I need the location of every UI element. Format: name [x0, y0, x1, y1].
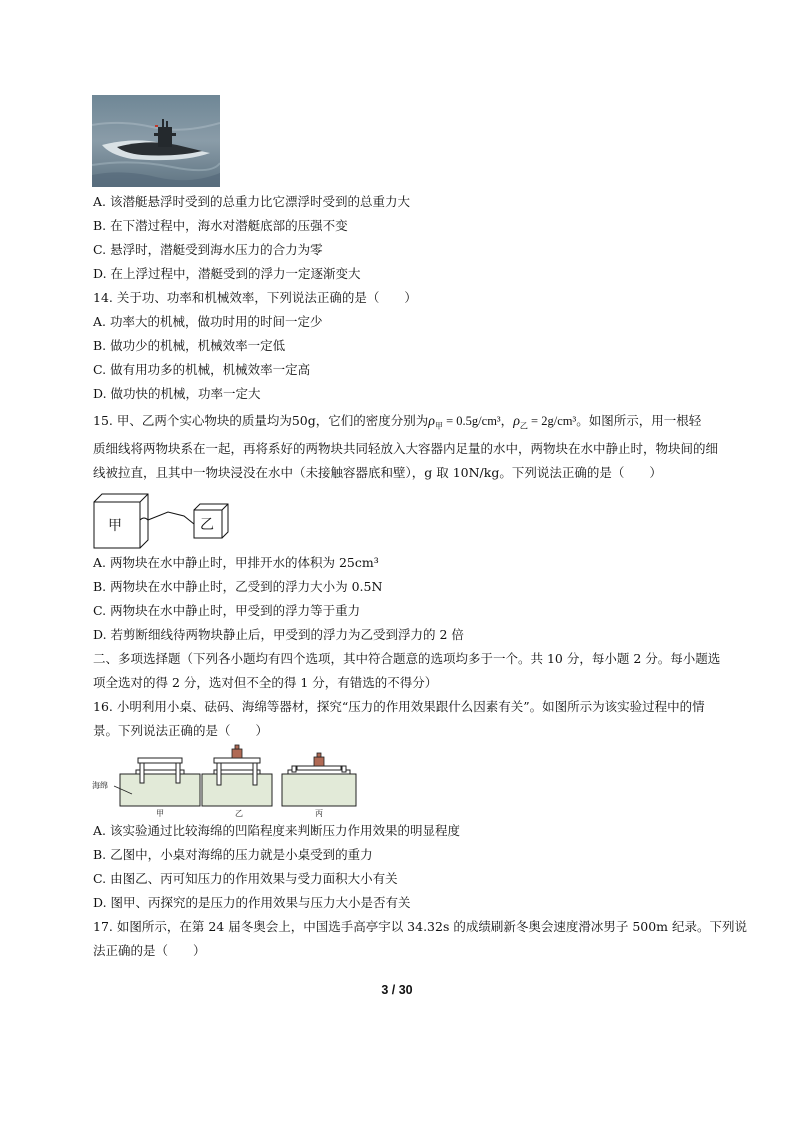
rho-jia-subscript: 甲 — [435, 421, 443, 431]
sponge-label: 海绵 — [92, 781, 108, 790]
rho-yi-symbol: ρ — [513, 414, 520, 429]
q15-option-c: C. 两物块在水中静止时，甲受到的浮力等于重力 — [93, 603, 361, 618]
q14-option-a: A. 功率大的机械，做功时用的时间一定少 — [93, 314, 323, 329]
q14-option-b: B. 做功少的机械，机械效率一定低 — [93, 338, 286, 353]
q15-figure-label-jia: 甲 — [108, 518, 122, 534]
q16-figure — [92, 744, 362, 820]
q15-option-a: A. 两物块在水中静止时，甲排开水的体积为 25cm³ — [93, 555, 379, 570]
weight-bing — [314, 757, 324, 766]
q16-stem-line2: 景。下列说法正确的是（ ） — [93, 723, 269, 738]
q13-option-d: D. 在上浮过程中，潜艇受到的浮力一定逐渐变大 — [93, 266, 361, 281]
sponge-setup-bing — [282, 753, 356, 806]
q13-option-a: A. 该潜艇悬浮时受到的总重力比它漂浮时受到的总重力大 — [93, 194, 410, 209]
q15-stem-line1 — [93, 413, 701, 435]
q14-option-c: C. 做有用功多的机械，机械效率一定高 — [93, 362, 311, 377]
rho-yi-value: = 2g/cm³ — [527, 414, 577, 428]
rho-jia-value: = 0.5g/cm³ — [443, 414, 501, 428]
q15-stem-post: 。如图所示，用一根轻 — [576, 413, 702, 428]
q16-figure-label-yi: 乙 — [235, 809, 243, 818]
q15-option-b: B. 两物块在水中静止时，乙受到的浮力大小为 0.5N — [93, 579, 383, 594]
q15-stem-line3: 线被拉直，且其中一物块浸没在水中（未接触容器底和壁），g 取 10N/kg。下列说法正确的是（ ） — [93, 465, 662, 480]
q14-option-d: D. 做功快的机械，功率一定大 — [93, 386, 261, 401]
q16-figure-label-bing: 丙 — [315, 809, 323, 818]
submarine-photo — [92, 95, 220, 187]
weight-yi — [232, 749, 242, 758]
q16-option-d: D. 图甲、丙探究的是压力的作用效果与压力大小是否有关 — [93, 895, 411, 910]
section2-heading-line2: 项全选对的得 2 分，选对但不全的得 1 分，有错选的不得分） — [93, 675, 438, 690]
q16-option-a: A. 该实验通过比较海绵的凹陷程度来判断压力作用效果的明显程度 — [93, 823, 460, 838]
q17-stem-line2: 法正确的是（ ） — [93, 943, 206, 958]
sponge-setup-yi — [202, 745, 272, 806]
rho-yi-subscript: 乙 — [519, 421, 528, 431]
q14-stem: 14. 关于功、功率和机械效率，下列说法正确的是（ ） — [93, 290, 417, 305]
q13-option-b: B. 在下潜过程中，海水对潜艇底部的压强不变 — [93, 218, 348, 233]
q16-stem-line1: 16. 小明利用小桌、砝码、海绵等器材，探究“压力的作用效果跟什么因素有关”。如图所示为该实验过程中的情 — [93, 699, 705, 714]
q16-option-c: C. 由图乙、丙可知压力的作用效果与受力面积大小有关 — [93, 871, 398, 886]
q16-figure-label-jia: 甲 — [156, 809, 164, 818]
rho-jia-symbol: ρ — [428, 414, 435, 429]
q15-stem-pre: 15. 甲、乙两个实心物块的质量均为50g，它们的密度分别为 — [93, 413, 429, 428]
q15-option-d: D. 若剪断细线待两物块静止后，甲受到的浮力为乙受到浮力的 2 倍 — [93, 627, 464, 642]
q17-stem-line1: 17. 如图所示，在第 24 届冬奥会上，中国选手高亭宇以 34.32s 的成绩刷新冬奥会速度滑冰男子 500m 纪录。下列说 — [93, 919, 748, 934]
q16-option-b: B. 乙图中，小桌对海绵的压力就是小桌受到的重力 — [93, 847, 373, 862]
sponge-setup-jia — [120, 758, 200, 806]
page-number: 3 / 30 — [381, 983, 413, 997]
q15-figure-label-yi: 乙 — [200, 517, 214, 533]
q15-stem-line2: 质细线将两物块系在一起，再将系好的两物块共同轻放入大容器内足量的水中，两物块在水中静止时，物块间的细 — [93, 441, 719, 456]
q15-separator: ， — [500, 413, 514, 428]
q13-option-c: C. 悬浮时，潜艇受到海水压力的合力为零 — [93, 242, 323, 257]
section2-heading-line1: 二、多项选择题（下列各小题均有四个选项，其中符合题意的选项均多于一个。共 10 分，每小题 2 分。每小题选 — [93, 651, 721, 666]
q15-figure — [92, 490, 242, 550]
